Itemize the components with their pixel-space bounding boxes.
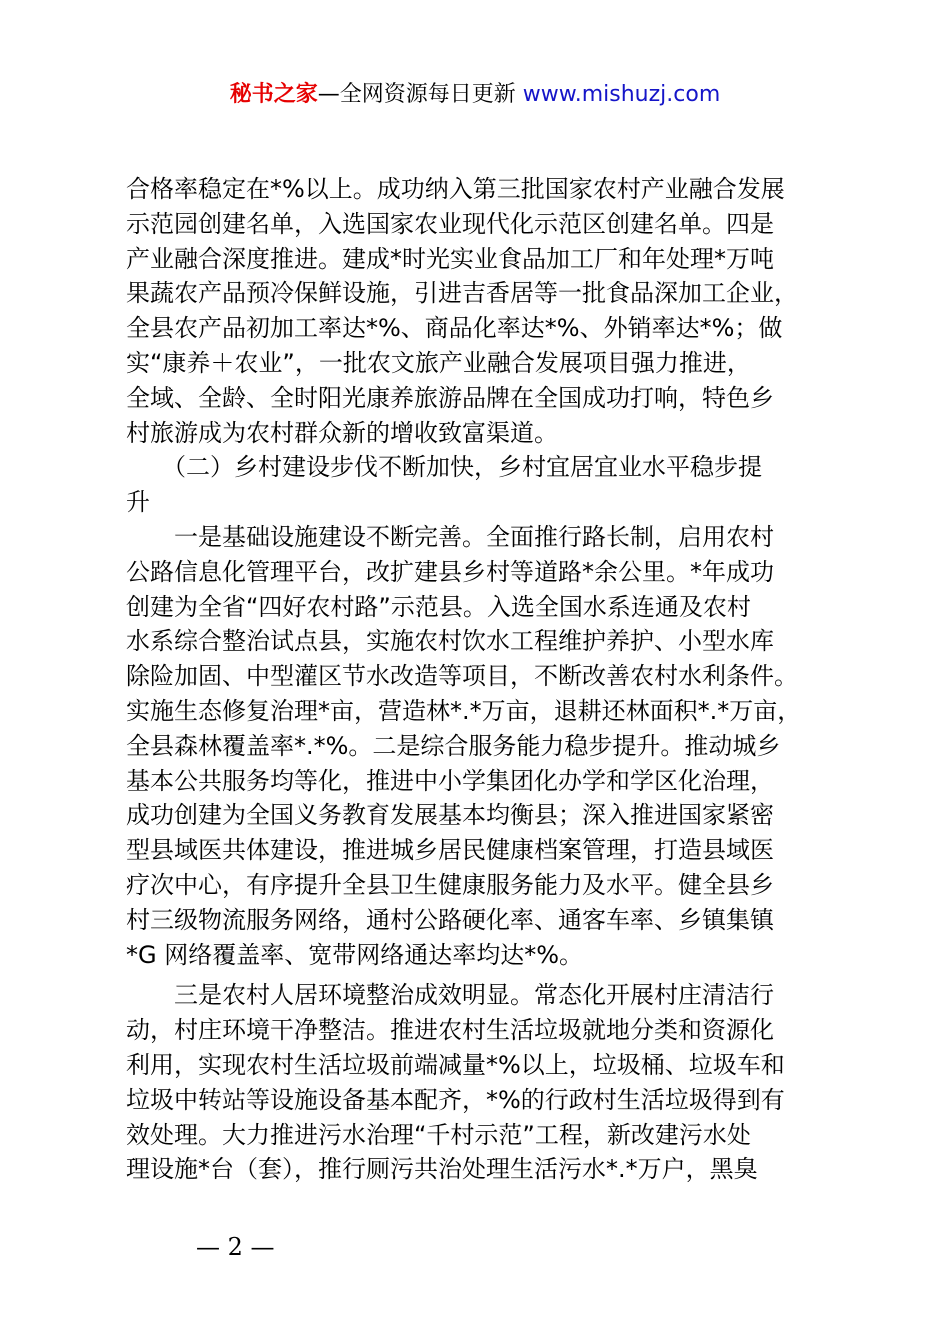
text-line: 全县森林覆盖率*.*%。二是综合服务能力稳步提升。推动城乡: [126, 731, 781, 760]
text-line: 垃圾中转站等设施设备基本配齐，*%的行政村生活垃圾得到有: [126, 1085, 785, 1114]
brand-name: 秘书之家: [229, 82, 318, 107]
text-line: 三是农村人居环境整治成效明显。常态化开展村庄清洁行: [126, 981, 774, 1010]
text-line: 一是基础设施建设不断完善。全面推行路长制，启用农村: [126, 522, 774, 551]
body-text: [126, 172, 836, 1187]
text-line: 全域、全龄、全时阳光康养旅游品牌在全国成功打响，特色乡: [126, 383, 774, 412]
site-url-link[interactable]: www.mishuzj.com: [522, 82, 721, 107]
site-header: [0, 80, 950, 110]
text-line: 成功创建为全国义务教育发展基本均衡县；深入推进国家紧密: [126, 801, 774, 830]
text-line: 合格率稳定在*%以上。成功纳入第三批国家农村产业融合发展: [126, 175, 785, 203]
section-heading-line: 升: [126, 488, 150, 517]
text-line: 实“康养＋农业”，一批农文旅产业融合发展项目强力推进，: [126, 348, 751, 377]
text-line: 产业融合深度推进。建成*时光实业食品加工厂和年处理*万吨: [126, 244, 774, 273]
text-line: 型县域医共体建设，推进城乡居民健康档案管理，打造县域医: [126, 836, 774, 865]
text-line: 水系综合整治试点县，实施农村饮水工程维护养护、小型水库: [126, 627, 774, 656]
text-line: 效处理。大力推进污水治理“千村示范”工程，新改建污水处: [126, 1120, 751, 1149]
text-line: 动，村庄环境干净整洁。推进农村生活垃圾就地分类和资源化: [126, 1016, 774, 1045]
page-number: — 2 —: [196, 1233, 275, 1261]
text-line: 果蔬农产品预冷保鲜设施，引进吉香居等一批食品深加工企业，: [126, 279, 798, 308]
text-line: 理设施*台（套），推行厕污共治处理生活污水*.*万户，黑臭: [126, 1155, 758, 1184]
text-line: 全县农产品初加工率达*%、商品化率达*%、外销率达*%；做: [126, 314, 783, 343]
text-line: 创建为全省“四好农村路”示范县。入选全国水系连通及农村: [126, 592, 751, 621]
text-line: 公路信息化管理平台，改扩建县乡村等道路*余公里。*年成功: [126, 557, 774, 586]
section-heading-line: （二）乡村建设步伐不断加快，乡村宜居宜业水平稳步提: [126, 453, 762, 482]
text-line: 利用，实现农村生活垃圾前端减量*%以上，垃圾桶、垃圾车和: [126, 1050, 785, 1079]
text-line: 疗次中心，有序提升全县卫生健康服务能力及水平。健全县乡: [126, 870, 774, 899]
text-line: 村旅游成为农村群众新的增收致富渠道。: [126, 418, 558, 447]
text-line: 实施生态修复治理*亩，营造林*.*万亩，退耕还林面积*.*万亩，: [126, 696, 802, 725]
text-line: 村三级物流服务网络，通村公路硬化率、通客车率、乡镇集镇: [126, 905, 774, 934]
text-line: 除险加固、中型灌区节水改造等项目，不断改善农村水利条件。: [126, 662, 798, 691]
text-line: 示范园创建名单，入选国家农业现代化示范区创建名单。四是: [126, 209, 774, 238]
header-tagline: —全网资源每日更新: [317, 82, 516, 107]
text-line: 基本公共服务均等化，推进中小学集团化办学和学区化治理，: [126, 766, 774, 795]
text-line: *G 网络覆盖率、宽带网络通达率均达*%。: [126, 940, 584, 969]
